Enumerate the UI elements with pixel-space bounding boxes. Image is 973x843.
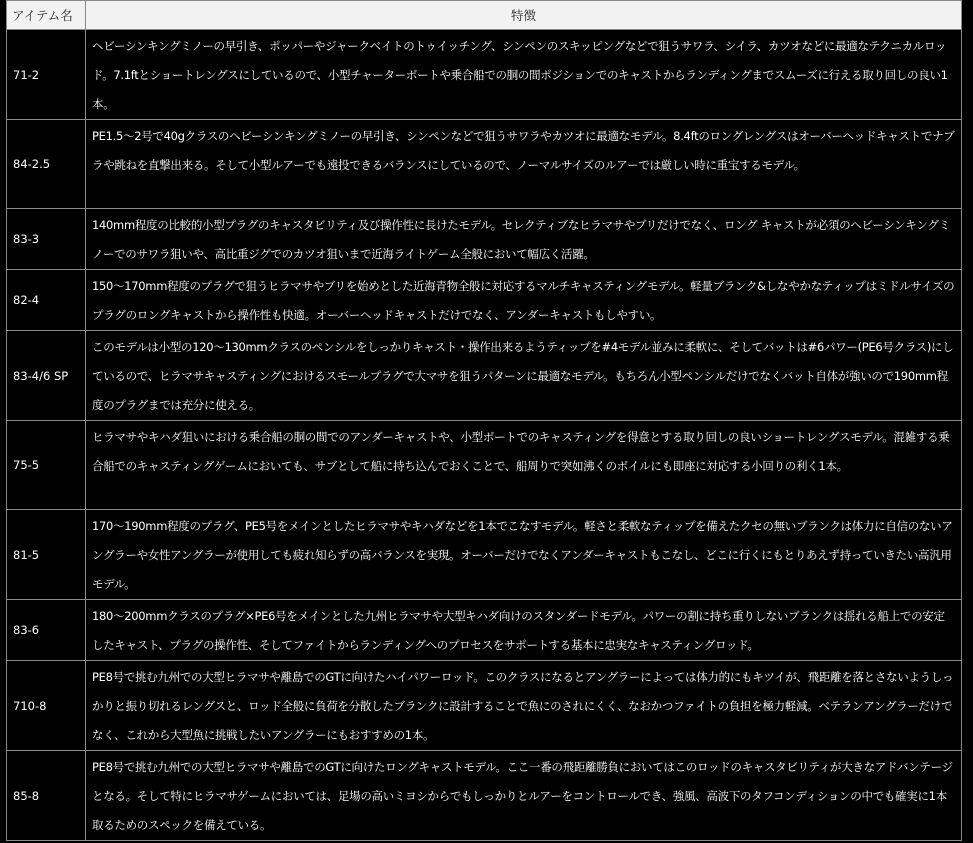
column-header-item-name: アイテム名 [7, 1, 86, 30]
item-description-cell: PE8号で挑む九州での大型ヒラマサや離島でのGTに向けたロングキャストモデル。ここ一番の飛距離勝負においてはこのロッドのキャスタビリティが大きなアドバンテージとなる。そして特にヒラマサゲームにおいては、足場の高いミヨシからでもしっかりとルアーをコントロールでき、強風、高波下のタフコンディションの中でも確実に1本取るためのスペックを備えている。 [86, 751, 962, 841]
column-header-features: 特徴 [86, 1, 962, 30]
item-description-cell: ヘビーシンキングミノーの早引き、ポッパーやジャークベイトのトゥイッチング、シンペンのスキッピングなどで狙うサワラ、シイラ、カツオなどに最適なテクニカルロッド。7.1ftとショートレングスにしているので、小型チャーターボートや乗合船での胴の間ポジションでのキャストからランディングまでスムーズに行える取り回しの良い1本。 [86, 30, 962, 120]
table-row [7, 209, 962, 270]
item-description-cell: 150～170mm程度のプラグで狙うヒラマサやブリを始めとした近海青物全般に対応するマルチキャスティングモデル。軽量ブランク&しなやかなティップはミドルサイズのプラグのロングキャストから操作性も快適。オーバーヘッドキャストだけでなく、アンダーキャストもしやすい。 [86, 270, 962, 331]
table-body [7, 30, 962, 841]
item-description-cell: 140mm程度の比較的小型プラグのキャスタビリティ及び操作性に長けたモデル。セレクティブなヒラマサやブリだけでなく、ロング キャストが必須のヘビーシンキングミノーでのサワラ狙いや、高比重ジグでのカツオ狙いまで近海ライトゲーム全般において幅広く活躍。 [86, 209, 962, 270]
item-description-cell: PE8号で挑む九州での大型ヒラマサや離島でのGTに向けたハイパワーロッド。このクラスになるとアングラーによっては体力的にもキツイが、飛距離を落とさないようしっかりと振り切れるレングスと、ロッド全般に負荷を分散したブランクに設計することで魚にのされにくく、なおかつファイトの負担を極力軽減。ベテランアングラーだけでなく、これから大型魚に挑戦したいアングラーにもおすすめの1本。 [86, 661, 962, 751]
table-row [7, 510, 962, 600]
table-row [7, 600, 962, 661]
item-description-cell: 170～190mm程度のプラグ、PE5号をメインとしたヒラマサやキハダなどを1本でこなすモデル。軽さと柔軟なティップを備えたクセの無いブランクは体力に自信のないアングラーや女性アングラーが使用しても疲れ知らずの高バランスを実現。オーバーだけでなくアンダーキャストもこなし、どこに行くにもとりあえず持っていきたい高汎用モデル。 [86, 510, 962, 600]
item-name-cell: 83-6 [7, 600, 86, 661]
table-row [7, 270, 962, 331]
item-name-cell: 83-3 [7, 209, 86, 270]
item-name-cell: 71-2 [7, 30, 86, 120]
item-description-cell: PE1.5～2号で40gクラスのヘビーシンキングミノーの早引き、シンペンなどで狙うサワラやカツオに最適なモデル。8.4ftのロングレングスはオーバーヘッドキャストでナブラや跳ねを直撃出来る。そして小型ルアーでも遠投できるバランスにしているので、ノーマルサイズのルアーでは厳しい時に重宝するモデル。 [86, 120, 962, 209]
item-description-cell: 180～200mmクラスのプラグ×PE6号をメインとした九州ヒラマサや大型キハダ向けのスタンダードモデル。パワーの割に持ち重りしないブランクは揺れる船上での安定したキャスト、プラグの操作性、そしてファイトからランディングへのプロセスをサポートする基本に忠実なキャスティングロッド。 [86, 600, 962, 661]
table-row [7, 30, 962, 120]
table-row [7, 120, 962, 209]
table-row [7, 661, 962, 751]
header-row [7, 1, 962, 30]
item-name-cell: 710-8 [7, 661, 86, 751]
table-row [7, 331, 962, 421]
item-name-cell: 84-2.5 [7, 120, 86, 209]
item-name-cell: 81-5 [7, 510, 86, 600]
table-row [7, 751, 962, 841]
item-description-cell: このモデルは小型の120～130mmクラスのペンシルをしっかりキャスト・操作出来るようティップを#4モデル並みに柔軟に、そしてバットは#6パワー(PE6号クラス)にしているので、ヒラマサキャスティングにおけるスモールプラグで大マサを狙うパターンに最適なモデル。もちろん小型ペンシルだけでなくバット自体が強いので190mm程度のプラグまでは充分に使える。 [86, 331, 962, 421]
item-name-cell: 83-4/6 SP [7, 331, 86, 421]
rod-spec-table [6, 0, 962, 841]
item-name-cell: 75-5 [7, 421, 86, 510]
item-name-cell: 82-4 [7, 270, 86, 331]
table-header [7, 1, 962, 30]
table-row [7, 421, 962, 510]
item-name-cell: 85-8 [7, 751, 86, 841]
item-description-cell: ヒラマサやキハダ狙いにおける乗合船の胴の間でのアンダーキャストや、小型ボートでのキャスティングを得意とする取り回しの良いショートレングスモデル。混雑する乗合船でのキャスティングゲームにおいても、サブとして船に持ち込んでおくことで、船周りで突如沸くのボイルにも即座に対応する小回りの利く1本。 [86, 421, 962, 510]
